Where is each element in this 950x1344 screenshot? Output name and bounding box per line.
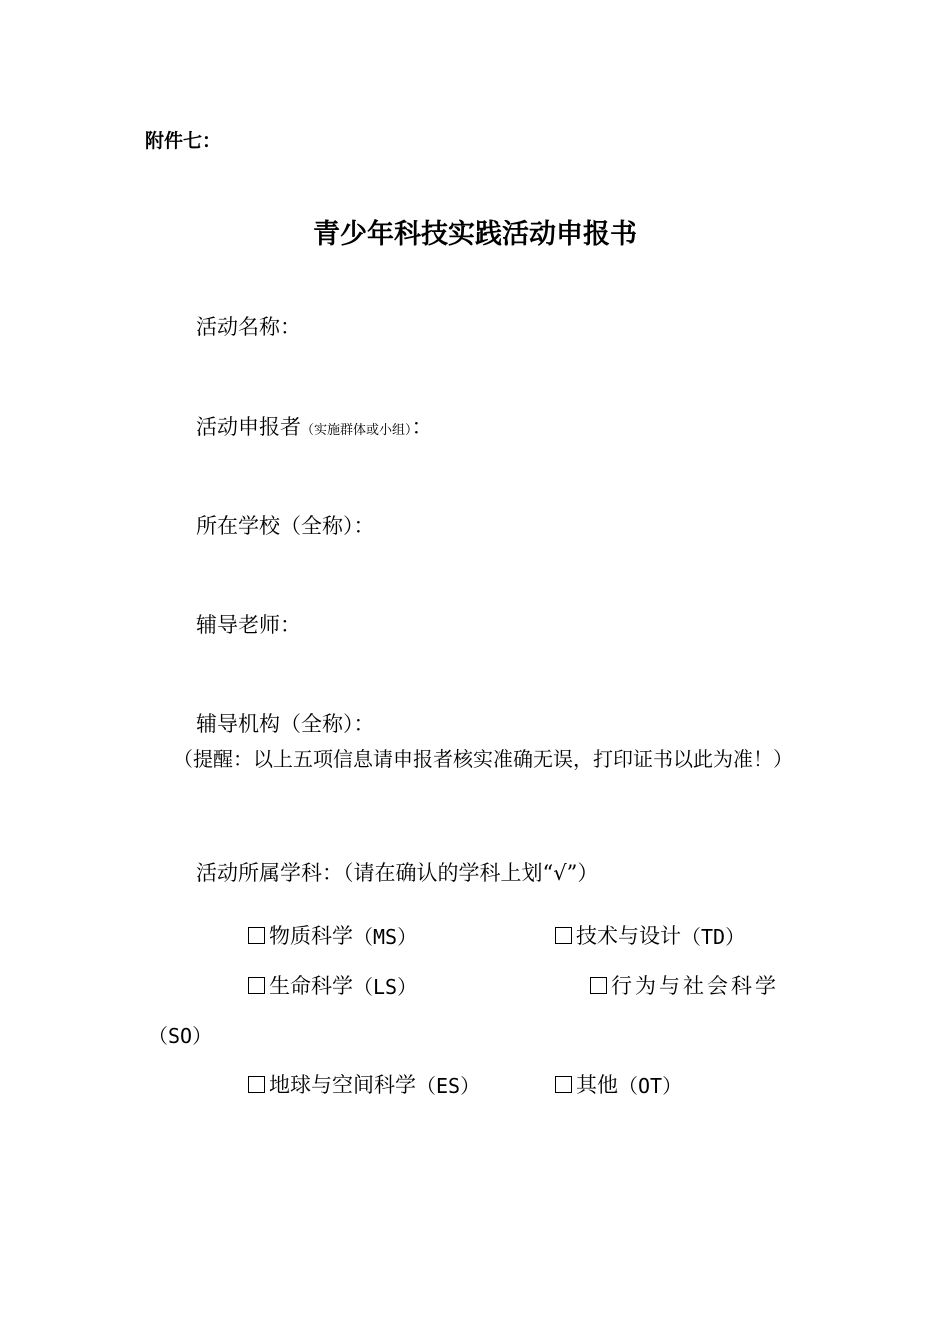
- applicant-colon: ：: [411, 415, 433, 439]
- subject-option-td[interactable]: [555, 920, 745, 950]
- subject-name: 技术与设计: [576, 924, 681, 948]
- subject-name: 行为与社会科学: [611, 974, 779, 998]
- subject-code: （TD）: [681, 924, 746, 949]
- subject-code: （MS）: [353, 924, 418, 949]
- checkbox-icon[interactable]: [248, 977, 265, 994]
- subject-option-so-code: [148, 1020, 212, 1049]
- subject-option-ls[interactable]: [248, 970, 417, 1000]
- checkbox-icon[interactable]: [555, 927, 572, 944]
- reminder-notice: [145, 745, 815, 773]
- applicant-label: 活动申报者: [196, 415, 301, 439]
- teacher-label: 辅导老师：: [196, 613, 301, 637]
- teacher-field: [196, 609, 301, 639]
- subject-option-so[interactable]: [590, 970, 779, 1000]
- subject-code: （SO）: [148, 1024, 213, 1048]
- subject-code: （OT）: [618, 1073, 683, 1098]
- institution-field: [196, 708, 375, 738]
- activity-name-label: 活动名称：: [196, 315, 301, 339]
- applicant-note: （实施群体或小组）: [301, 423, 412, 438]
- school-field: [196, 510, 375, 540]
- subject-code: （ES）: [416, 1073, 481, 1098]
- school-label: 所在学校（全称）：: [196, 514, 375, 538]
- checkbox-icon[interactable]: [248, 1076, 265, 1093]
- checkbox-icon[interactable]: [590, 977, 607, 994]
- subject-name: 生命科学: [269, 974, 353, 998]
- subject-name: 其他: [576, 1073, 618, 1097]
- activity-name-field: [196, 311, 301, 341]
- subject-option-ot[interactable]: [555, 1069, 682, 1099]
- subject-name: 物质科学: [269, 924, 353, 948]
- applicant-field: [196, 411, 433, 441]
- document-title: 青少年科技实践活动申报书: [313, 219, 637, 250]
- subject-option-ms[interactable]: [248, 920, 417, 950]
- subject-heading: 活动所属学科：（请在确认的学科上划“√”）: [196, 861, 599, 885]
- subject-option-es[interactable]: [248, 1069, 480, 1099]
- subject-name: 地球与空间科学: [269, 1073, 416, 1097]
- reminder-text: （提醒：以上五项信息请申报者核实准确无误，打印证书以此为准！）: [173, 747, 793, 771]
- subject-code: （LS）: [353, 974, 418, 999]
- checkbox-icon[interactable]: [248, 927, 265, 944]
- checkbox-icon[interactable]: [555, 1076, 572, 1093]
- attachment-label: 附件七：: [145, 130, 222, 152]
- institution-label: 辅导机构（全称）：: [196, 712, 375, 736]
